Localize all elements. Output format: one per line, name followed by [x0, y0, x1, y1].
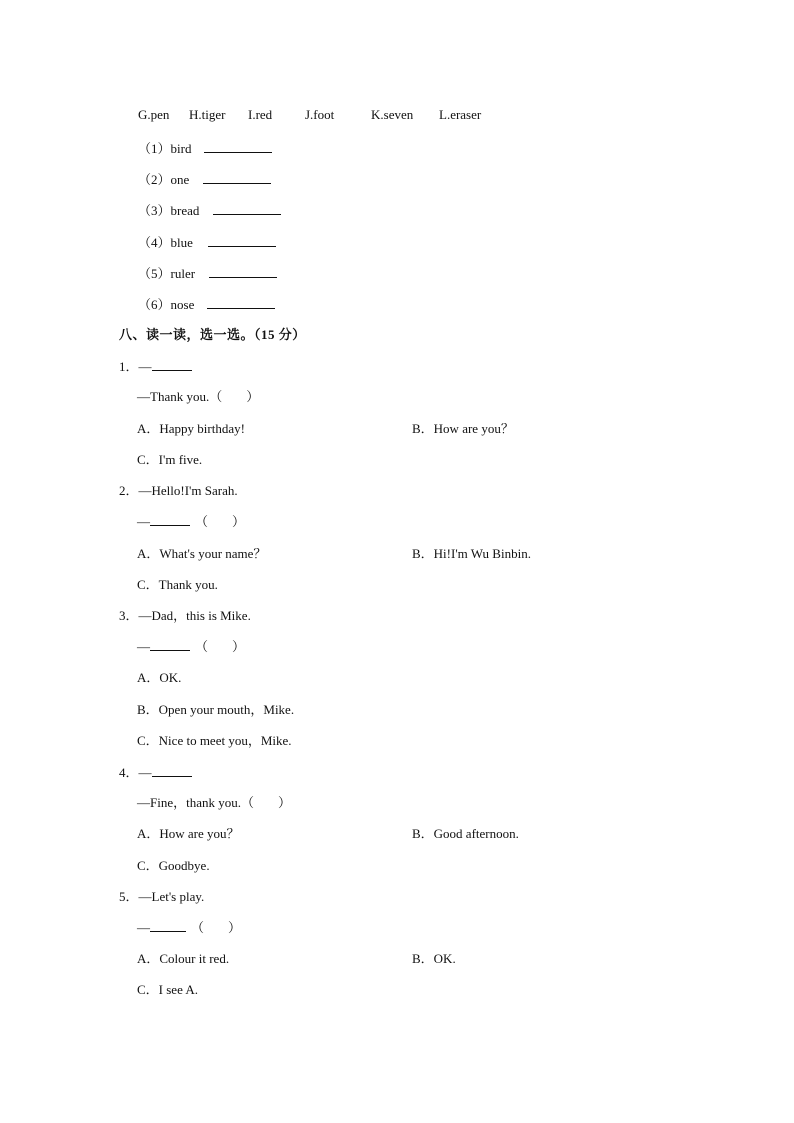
dash: —	[138, 765, 152, 780]
question-number: 5．	[119, 889, 139, 904]
match-item-number: （4）	[138, 235, 171, 250]
answer-blank[interactable]	[213, 202, 281, 215]
question-4-option-c[interactable]: C．Goodbye.	[137, 858, 210, 873]
match-item-5	[138, 265, 277, 282]
question-number: 3．	[119, 608, 139, 623]
question-5-option-a[interactable]: A．Colour it red.	[137, 951, 230, 966]
section-title: 八、读一读，选一选。（15 分）	[119, 327, 306, 342]
question-number: 1．	[119, 359, 139, 374]
dialogue-text: Dad，this is Mike.	[151, 608, 251, 623]
question-1-option-a[interactable]: A．Happy birthday!	[137, 421, 245, 436]
option-g: G.pen	[138, 107, 170, 122]
question-number: 2．	[119, 483, 139, 498]
match-item-3	[138, 202, 281, 219]
dash: —	[138, 483, 152, 498]
paren-close: ）	[278, 795, 292, 810]
option-j: J.foot	[305, 107, 335, 122]
question-3-option-c[interactable]: C．Nice to meet you，Mike.	[137, 733, 292, 748]
answer-blank[interactable]	[207, 296, 275, 309]
dash: —	[138, 359, 152, 374]
question-3-option-a[interactable]: A．OK.	[137, 670, 182, 685]
dialogue-text: Fine，thank you.（	[150, 795, 254, 810]
answer-blank[interactable]	[208, 234, 276, 247]
match-item-word: ruler	[170, 266, 196, 281]
dash: —	[138, 889, 152, 904]
match-item-6	[138, 296, 275, 313]
match-item-number: （3）	[138, 203, 171, 218]
answer-blank[interactable]	[204, 140, 272, 153]
answer-blank[interactable]	[150, 513, 190, 526]
question-5-line1	[119, 889, 204, 905]
match-item-word: one	[170, 172, 190, 187]
question-4-line1	[119, 764, 192, 781]
question-5-option-c[interactable]: C．I see A.	[137, 982, 199, 997]
question-1-line2	[137, 389, 259, 405]
question-2-option-a[interactable]: A．What's your name？	[137, 546, 267, 561]
question-4-option-b[interactable]: B．Good afternoon.	[412, 826, 519, 841]
question-1-option-c[interactable]: C．I'm five.	[137, 452, 203, 467]
option-i: I.red	[248, 107, 273, 122]
answer-blank[interactable]	[150, 638, 190, 651]
paren-open: （	[195, 639, 209, 654]
question-2-option-b[interactable]: B．Hi!I'm Wu Binbin.	[412, 546, 531, 561]
dash: —	[137, 639, 150, 654]
answer-blank[interactable]	[203, 171, 271, 184]
option-k: K.seven	[371, 107, 414, 122]
option-h: H.tiger	[189, 107, 226, 122]
dash: —	[137, 389, 150, 404]
question-2-line2	[137, 513, 245, 530]
dash: —	[137, 795, 150, 810]
match-item-word: blue	[170, 235, 193, 250]
question-4-line2	[137, 795, 291, 811]
question-3-line1	[119, 608, 251, 624]
paren-close: ）	[232, 639, 246, 654]
question-3-option-b[interactable]: B．Open your mouth，Mike.	[137, 702, 295, 717]
match-item-number: （2）	[138, 172, 171, 187]
question-2-line1	[119, 483, 238, 499]
match-item-1	[138, 140, 272, 157]
match-item-2	[138, 171, 271, 188]
answer-blank[interactable]	[209, 265, 277, 278]
dash: —	[137, 920, 150, 935]
paren-open: （	[195, 514, 209, 529]
dialogue-text: Let's play.	[151, 889, 205, 904]
answer-blank[interactable]	[150, 919, 186, 932]
question-4-option-a[interactable]: A．How are you？	[137, 826, 240, 841]
match-item-word: bird	[170, 141, 192, 156]
match-item-word: nose	[170, 297, 195, 312]
dialogue-text: Hello!I'm Sarah.	[151, 483, 238, 498]
answer-blank[interactable]	[152, 358, 192, 371]
dialogue-text: Thank you.（	[150, 389, 223, 404]
question-3-line2	[137, 638, 245, 655]
paren-close: ）	[246, 389, 260, 404]
match-item-4	[138, 234, 276, 251]
paren-close: ）	[228, 920, 242, 935]
question-1-line1	[119, 358, 192, 375]
match-item-number: （6）	[138, 297, 171, 312]
match-item-word: bread	[170, 203, 200, 218]
answer-blank[interactable]	[152, 764, 192, 777]
paren-close: ）	[232, 514, 246, 529]
question-number: 4．	[119, 765, 139, 780]
question-5-option-b[interactable]: B．OK.	[412, 951, 456, 966]
match-item-number: （5）	[138, 266, 171, 281]
question-5-line2	[137, 919, 241, 936]
dash: —	[137, 514, 150, 529]
question-2-option-c[interactable]: C．Thank you.	[137, 577, 218, 592]
option-l: L.eraser	[439, 107, 482, 122]
paren-open: （	[191, 920, 205, 935]
dash: —	[138, 608, 152, 623]
question-1-option-b[interactable]: B．How are you？	[412, 421, 514, 436]
match-item-number: （1）	[138, 141, 171, 156]
